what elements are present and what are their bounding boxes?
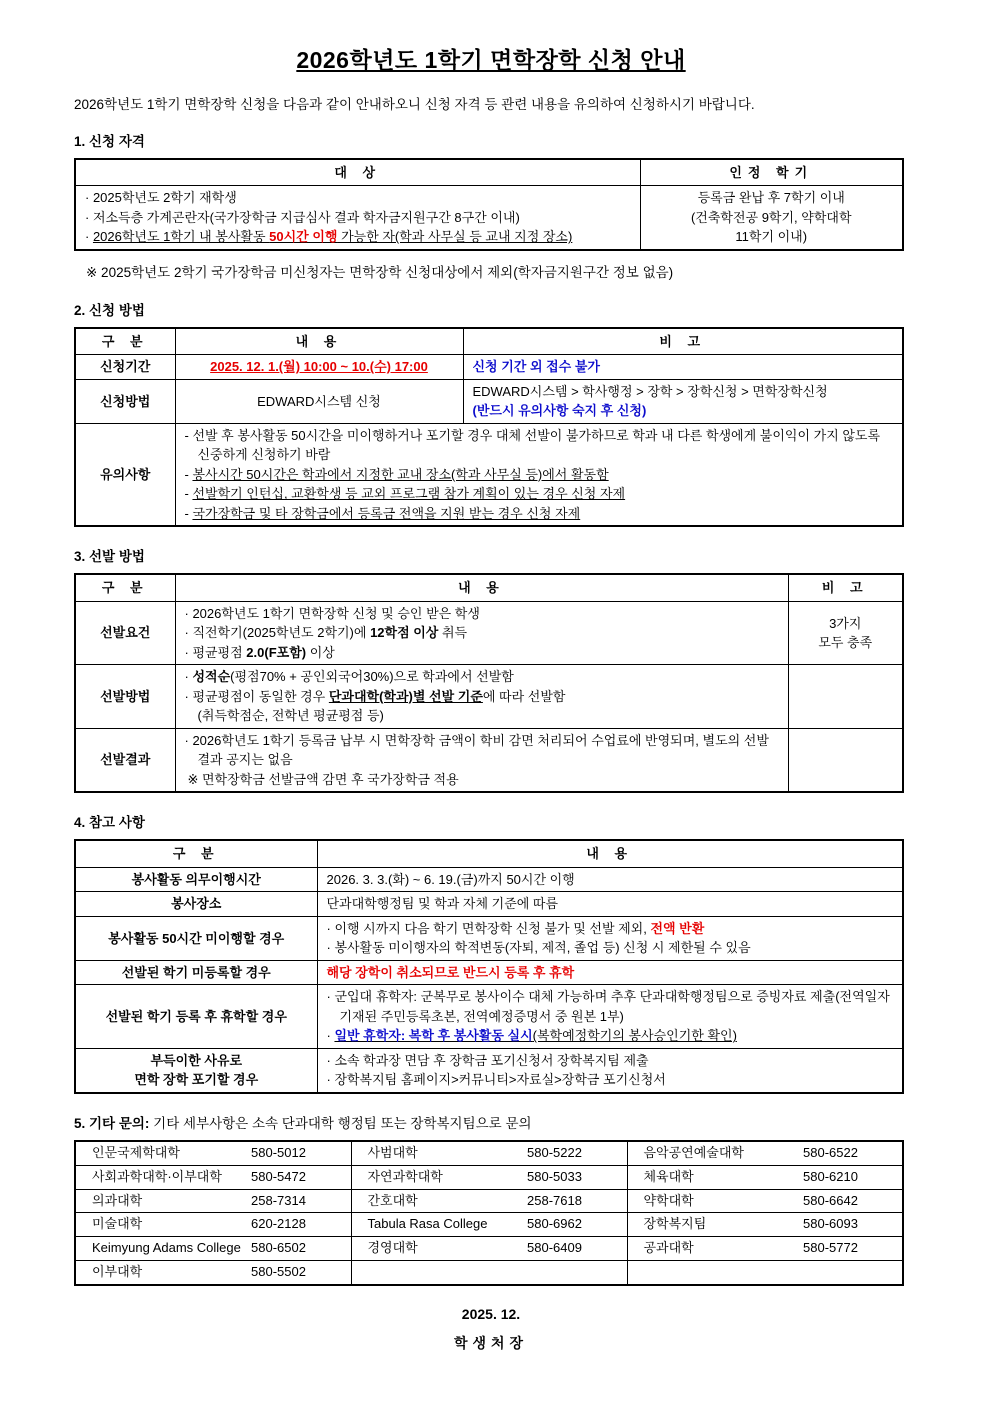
table-row — [75, 960, 903, 985]
reference-table — [74, 839, 904, 1094]
college-phone — [523, 1261, 627, 1285]
col-header-content: 내 용 — [317, 840, 903, 867]
row-label-nonfulfillment: 봉사활동 50시간 미이행할 경우 — [75, 916, 317, 960]
result-note: ※ 면학장학금 선발금액 감면 후 국가장학금 적용 — [187, 771, 459, 787]
method-remark-empty — [788, 665, 903, 729]
college-name: 의과대학 — [75, 1189, 247, 1213]
table-row — [75, 867, 903, 892]
application-method-cell: EDWARD시스템 신청 — [175, 379, 463, 423]
selection-result-cell — [175, 728, 788, 792]
selection-requirements-cell — [175, 601, 788, 665]
full-refund-text: 전액 반환 — [650, 920, 705, 936]
col-header-category: 구 분 — [75, 840, 317, 867]
row-label-cautions: 유의사항 — [75, 423, 175, 526]
eligibility-note: ※ 2025학년도 2학기 국가장학금 미신청자는 면학장학 신청대상에서 제외(학자금지원구간 정보 없음) — [86, 264, 674, 280]
selection-method-cell — [175, 665, 788, 729]
give-up-cell — [317, 1048, 903, 1093]
selection-method-table — [74, 573, 904, 793]
cancellation-warning: 해당 장학이 취소되므로 반드시 등록 후 휴학 — [326, 964, 575, 980]
college-phone: 580-5222 — [523, 1141, 627, 1165]
method-2: · 평균평점이 동일한 경우 단과대학(학과)별 선발 기준에 따라 선발함 — [184, 688, 566, 704]
row-label-requirements: 선발요건 — [75, 601, 175, 665]
general-leave-item: · 일반 휴학자: 복학 후 봉사활동 실시(복학예정학기의 봉사승인기한 확인) — [326, 1028, 737, 1044]
college-phone: 580-6522 — [799, 1141, 903, 1165]
college-phone: 580-6093 — [799, 1213, 903, 1237]
give-up-1: · 소속 학과장 면담 후 장학금 포기신청서 장학복지팀 제출 — [326, 1052, 649, 1068]
requirement-2: · 직전학기(2025학년도 2학기)에 12학점 이상 취득 — [184, 625, 468, 641]
requirement-3: · 평균평점 2.0(F포함) 이상 — [184, 644, 335, 660]
college-name: 체육대학 — [627, 1165, 799, 1189]
caution-item-4: - 국가장학금 및 타 장학금에서 등록금 전액을 지원 받는 경우 신청 자제 — [184, 505, 581, 521]
col-header-category: 구 분 — [75, 328, 175, 355]
nonfulfillment-cell — [317, 916, 903, 960]
leave-after-register-cell — [317, 985, 903, 1049]
table-row — [75, 728, 903, 792]
contact-table — [74, 1140, 904, 1286]
application-period-dates: 2025. 12. 1.(월) 10:00 ~ 10.(수) 17:00 — [210, 359, 428, 375]
college-name: 자연과학대학 — [351, 1165, 523, 1189]
college-name — [351, 1261, 523, 1285]
result-remark-empty — [788, 728, 903, 792]
college-name: 공과대학 — [627, 1237, 799, 1261]
section-3-heading: 3. 선발 방법 — [74, 549, 145, 565]
row-label-service-place: 봉사장소 — [75, 892, 317, 917]
college-name: Tabula Rasa College — [351, 1213, 523, 1237]
eligibility-target-cell — [75, 186, 640, 250]
college-phone: 580-6502 — [247, 1237, 351, 1261]
college-phone: 620-2128 — [247, 1213, 351, 1237]
eligibility-item-2: · 저소득층 가계곤란자(국가장학금 지급심사 결과 학자금지원구간 8구간 이내) — [85, 209, 520, 225]
table-row — [75, 985, 903, 1049]
eligibility-target-header: 대 상 — [75, 159, 640, 186]
col-header-content: 내 용 — [175, 574, 788, 601]
college-name: 음악공연예술대학 — [627, 1141, 799, 1165]
col-header-content: 내 용 — [175, 328, 463, 355]
section-1-heading: 1. 신청 자격 — [74, 133, 145, 149]
cautions-cell — [175, 423, 903, 526]
nonfulfillment-1: · 이행 시까지 다음 학기 면학장학 신청 불가 및 선발 제외, 전액 반환 — [326, 920, 705, 936]
row-label-give-up: 부득이한 사유로 면학 장학 포기할 경우 — [75, 1048, 317, 1093]
college-name — [627, 1261, 799, 1285]
college-phone — [799, 1261, 903, 1285]
row-label-period: 신청기간 — [75, 355, 175, 380]
table-row — [75, 916, 903, 960]
college-name: 장학복지팀 — [627, 1213, 799, 1237]
college-name: 사범대학 — [351, 1141, 523, 1165]
application-method-table — [74, 327, 904, 528]
row-label-service-hours: 봉사활동 의무이행시간 — [75, 867, 317, 892]
row-label-method: 신청방법 — [75, 379, 175, 423]
row-label-leave-after-register: 선발된 학기 등록 후 휴학할 경우 — [75, 985, 317, 1049]
college-phone: 580-5012 — [247, 1141, 351, 1165]
method-1: · 성적순(평점70% + 공인외국어30%)으로 학과에서 선발함 — [184, 669, 514, 685]
section-5-heading: 5. 기타 문의: 기타 세부사항은 소속 단과대학 행정팀 또는 장학복지팀으로 문의 — [74, 1115, 532, 1131]
col-header-remark: 비 고 — [788, 574, 903, 601]
college-name: 사회과학대학·이부대학 — [75, 1165, 247, 1189]
college-phone: 580-5772 — [799, 1237, 903, 1261]
college-phone: 258-7618 — [523, 1189, 627, 1213]
caution-item-3: - 선발학기 인턴십, 교환학생 등 교외 프로그램 참가 계획이 있는 경우 신청 자제 — [184, 486, 626, 502]
row-label-result: 선발결과 — [75, 728, 175, 792]
eligibility-item-3: · 2026학년도 1학기 내 봉사활동 50시간 이행 가능한 자(학과 사무실 등 교내 지정 장소) — [85, 229, 573, 245]
nonfulfillment-2: · 봉사활동 미이행자의 학적변동(자퇴, 제적, 졸업 등) 신청 시 제한될 수 있음 — [326, 940, 751, 956]
contact-row — [75, 1261, 903, 1285]
service-hours-cell: 2026. 3. 3.(화) ~ 6. 19.(금)까지 50시간 이행 — [317, 867, 903, 892]
service-place-cell: 단과대학행정팀 및 학과 자체 기준에 따름 — [317, 892, 903, 917]
result-1: · 2026학년도 1학기 등록금 납부 시 면학장학 금액이 학비 감면 처리되어 수업료에 반영되며, 별도의 선발 결과 공지는 없음 — [184, 732, 769, 768]
section-2-heading: 2. 신청 방법 — [74, 302, 145, 318]
eligibility-item-1: · 2025학년도 2학기 재학생 — [85, 190, 237, 206]
unregistered-cell — [317, 960, 903, 985]
read-notice-warning: (반드시 유의사항 숙지 후 신청) — [472, 403, 647, 419]
contact-row — [75, 1189, 903, 1213]
table-row — [75, 355, 903, 380]
eligibility-semester-header: 인정 학기 — [640, 159, 903, 186]
application-period-cell — [175, 355, 463, 380]
college-phone: 580-5502 — [247, 1261, 351, 1285]
application-period-remark: 신청 기간 외 접수 불가 — [463, 355, 903, 380]
row-label-method: 선발방법 — [75, 665, 175, 729]
edward-menu-path: EDWARD시스템 > 학사행정 > 장학 > 장학신청 > 면학장학신청 — [472, 383, 828, 399]
college-name: 경영대학 — [351, 1237, 523, 1261]
footer-date: 2025. 12. — [461, 1305, 521, 1322]
contact-row — [75, 1213, 903, 1237]
document-footer — [74, 1300, 908, 1359]
military-leave-item: · 군입대 휴학자: 군복무로 봉사이수 대체 가능하며 추후 단과대학행정팀으로 증빙자료 제출(전역일자 기재된 주민등록초본, 전역예정증명서 중 원본 1부) — [326, 989, 890, 1024]
eligibility-table — [74, 158, 904, 251]
table-row — [75, 379, 903, 423]
table-row — [75, 601, 903, 665]
caution-item-1: - 선발 후 봉사활동 50시간을 미이행하거나 포기할 경우 대체 선발이 불가하므로 학과 내 다른 학생에게 불이익이 가지 않도록 신중하게 신청하기 바람 — [184, 427, 881, 463]
contact-row — [75, 1141, 903, 1165]
caution-item-2: - 봉사시간 50시간은 학과에서 지정한 교내 장소(학과 사무실 등)에서 활동함 — [184, 466, 609, 482]
col-header-category: 구 분 — [75, 574, 175, 601]
college-name: Keimyung Adams College — [75, 1237, 247, 1261]
table-row — [75, 665, 903, 729]
contact-row — [75, 1165, 903, 1189]
college-phone: 580-5033 — [523, 1165, 627, 1189]
college-name: 약학대학 — [627, 1189, 799, 1213]
college-phone: 580-5472 — [247, 1165, 351, 1189]
college-phone: 580-6210 — [799, 1165, 903, 1189]
college-name: 인문국제학대학 — [75, 1141, 247, 1165]
section-4-heading: 4. 참고 사항 — [74, 815, 145, 831]
college-phone: 580-6962 — [523, 1213, 627, 1237]
application-method-remark — [463, 379, 903, 423]
requirements-remark: 3가지 모두 충족 — [788, 601, 903, 665]
college-name: 미술대학 — [75, 1213, 247, 1237]
college-phone: 580-6642 — [799, 1189, 903, 1213]
footer-signer: 학생처장 — [453, 1335, 529, 1352]
doc-title: 2026학년도 1학기 면학장학 신청 안내 — [296, 47, 686, 73]
table-row — [75, 892, 903, 917]
table-row — [75, 423, 903, 526]
contact-row — [75, 1237, 903, 1261]
table-row — [75, 1048, 903, 1093]
college-name: 이부대학 — [75, 1261, 247, 1285]
college-phone: 580-6409 — [523, 1237, 627, 1261]
intro-paragraph: 2026학년도 1학기 면학장학 신청을 다음과 같이 안내하오니 신청 자격 등 관련 내용을 유의하여 신청하시기 바랍니다. — [74, 97, 755, 112]
method-2-sub: (취득학점순, 전학년 평균평점 등) — [197, 708, 384, 724]
col-header-remark: 비 고 — [463, 328, 903, 355]
college-phone: 258-7314 — [247, 1189, 351, 1213]
row-label-unregistered: 선발된 학기 미등록할 경우 — [75, 960, 317, 985]
requirement-1: · 2026학년도 1학기 면학장학 신청 및 승인 받은 학생 — [184, 605, 480, 621]
eligibility-semester-cell: 등록금 완납 후 7학기 이내 (건축학전공 9학기, 약학대학 11학기 이내) — [640, 186, 903, 250]
hours-required-text: 50시간 이행 — [269, 229, 338, 245]
college-name: 간호대학 — [351, 1189, 523, 1213]
give-up-2: · 장학복지팀 홈페이지>커뮤니티>자료실>장학금 포기신청서 — [326, 1072, 666, 1088]
